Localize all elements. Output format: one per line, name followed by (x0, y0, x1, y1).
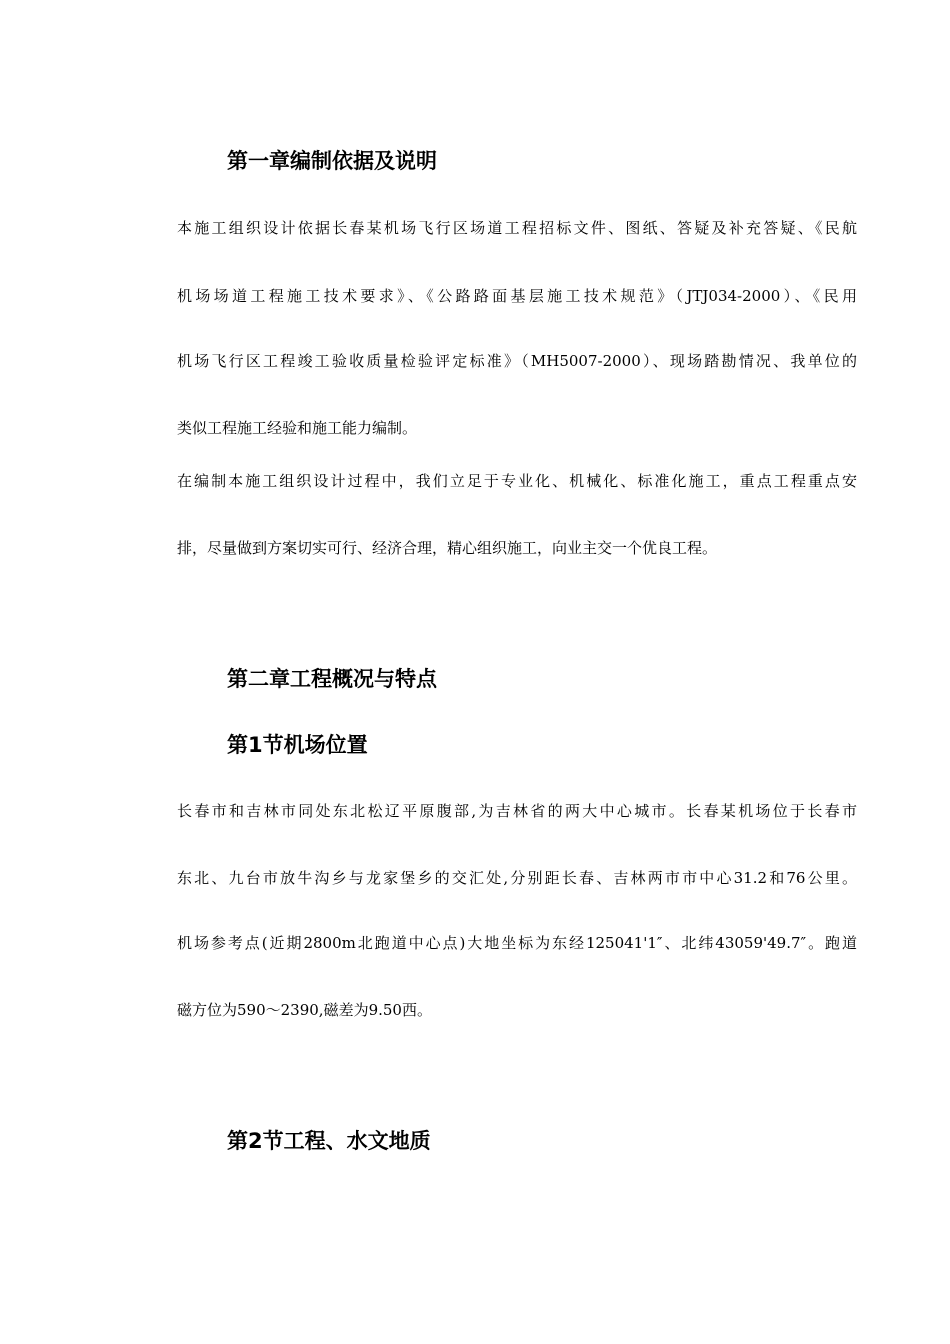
chapter1-para2-line1: 在编制本施工组织设计过程中，我们立足于专业化、机械化、标准化施工，重点工程重点安 (177, 472, 857, 490)
chapter1-para1-line1: 本施工组织设计依据长春某机场飞行区场道工程招标文件、图纸、答疑及补充答疑、《民航 (177, 219, 857, 237)
chapter1-para1-line3: 机场飞行区工程竣工验收质量检验评定标准》（MH5007-2000）、现场踏勘情况、我单位的 (177, 352, 857, 370)
section1-para-line4: 磁方位为590～2390,磁差为9.50西。 (177, 1001, 432, 1019)
section1-para-line3: 机场参考点(近期2800m北跑道中心点)大地坐标为东经125041'1″、北纬43059'49.7″。跑道 (177, 934, 857, 952)
section1-para-line1: 长春市和吉林市同处东北松辽平原腹部,为吉林省的两大中心城市。长春某机场位于长春市 (177, 802, 857, 820)
chapter1-title: 第一章编制依据及说明 (227, 149, 437, 173)
section1-para-line2: 东北、九台市放牛沟乡与龙家堡乡的交汇处,分别距长春、吉林两市市中心31.2和76公里。 (177, 869, 857, 887)
chapter1-para2-line2: 排，尽量做到方案切实可行、经济合理，精心组织施工，向业主交一个优良工程。 (177, 539, 718, 557)
chapter1-para1-line2: 机场场道工程施工技术要求》、《公路路面基层施工技术规范》（JTJ034-2000）、《民用 (177, 287, 857, 305)
chapter1-para1-line4: 类似工程施工经验和施工能力编制。 (177, 419, 418, 437)
section1-title: 第1节机场位置 (227, 733, 368, 757)
chapter2-title: 第二章工程概况与特点 (227, 667, 437, 691)
section2-title: 第2节工程、水文地质 (227, 1129, 431, 1153)
